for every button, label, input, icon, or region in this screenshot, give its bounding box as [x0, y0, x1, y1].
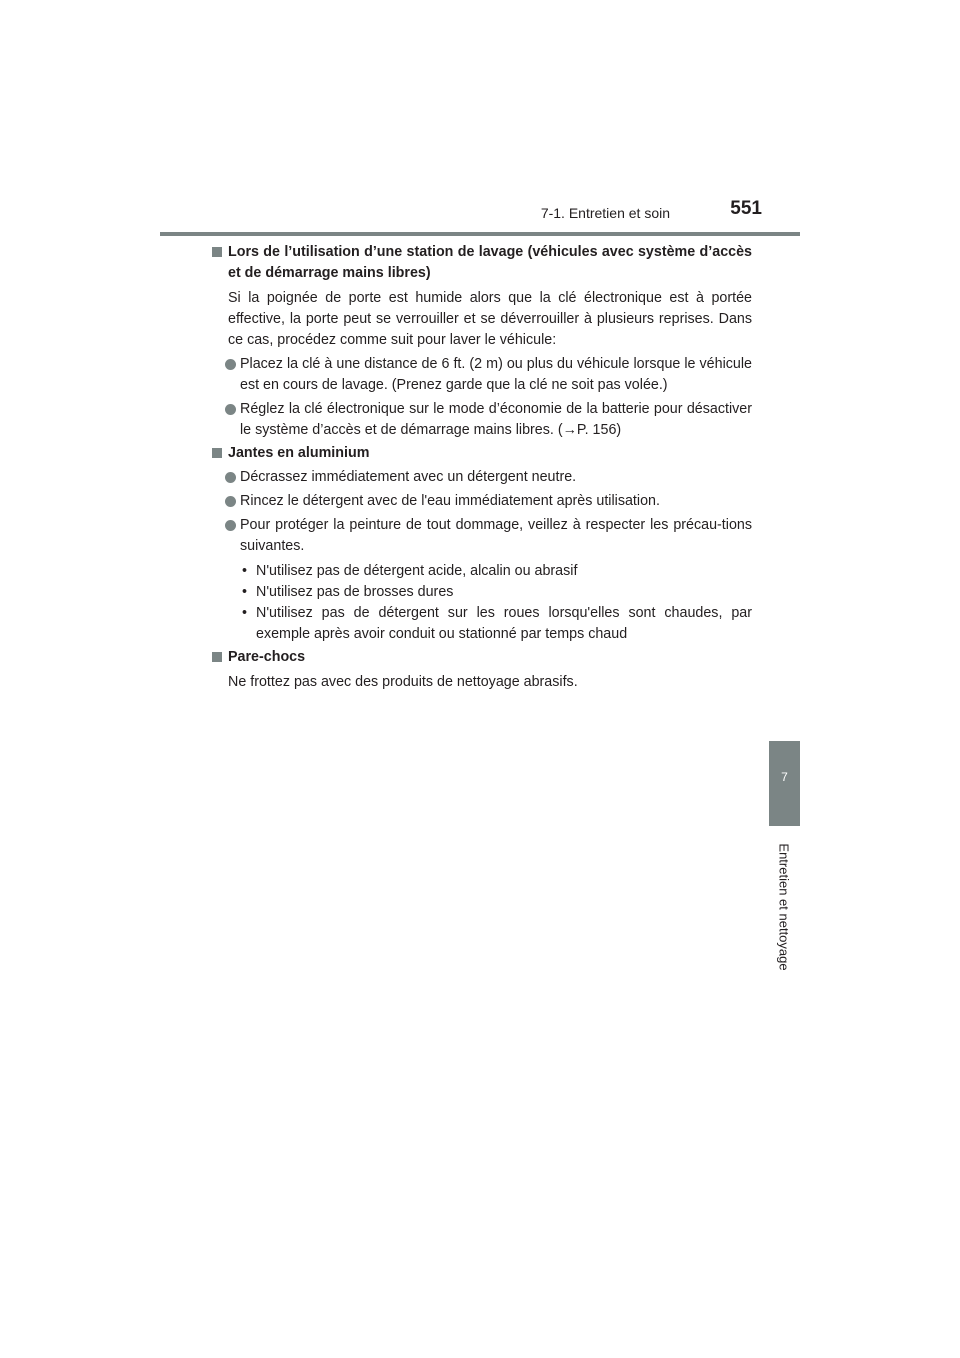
chapter-title: Entretien et nettoyage: [776, 843, 792, 971]
paragraph: Si la poignée de porte est humide alors que la clé électronique est à portée effective, la porte peut se verrouiller et se déverrouiller à plusieurs reprises. Dans ce cas, procédez comme suit pour laver le véhicule:: [228, 290, 752, 348]
section-heading: Lors de l’utilisation d’une station de lavage (véhicules avec système d’accès et de démarrage mains libres): [212, 242, 752, 284]
bullet-item: Pour protéger la peinture de tout dommage, veillez à respecter les précau-tions suivantes.: [212, 515, 752, 557]
dot-marker-icon: •: [242, 605, 248, 621]
page-number: 551: [730, 198, 762, 219]
section-heading: Pare-chocs: [212, 647, 752, 668]
bullet-item: Réglez la clé électronique sur le mode d’économie de la batterie pour désactiver le système d’accès et de démarrage mains libres. (→P. 156): [212, 399, 752, 441]
sub-item: • N'utilisez pas de brosses dures: [212, 582, 752, 603]
bullet-item: Décrassez immédiatement avec un détergent neutre.: [212, 467, 752, 488]
dot-marker-icon: •: [242, 584, 248, 600]
section-title: 7-1. Entretien et soin: [540, 205, 670, 221]
paragraph: Ne frottez pas avec des produits de nettoyage abrasifs.: [228, 674, 578, 690]
section-heading: Jantes en aluminium: [212, 443, 752, 464]
page-content: [212, 240, 752, 693]
square-bullet-icon: [212, 247, 222, 257]
circle-bullet-icon: [225, 404, 236, 415]
square-bullet-icon: [212, 448, 222, 458]
circle-bullet-icon: [225, 520, 236, 531]
circle-bullet-icon: [225, 496, 236, 507]
bullet-item: Placez la clé à une distance de 6 ft. (2 m) ou plus du véhicule lorsque le véhicule est en cours de lavage. (Prenez garde que la clé ne soit pas volée.): [212, 354, 752, 396]
square-bullet-icon: [212, 652, 222, 662]
bullet-item: Rincez le détergent avec de l'eau immédiatement après utilisation.: [212, 491, 752, 512]
circle-bullet-icon: [225, 359, 236, 370]
header-rule: [160, 232, 800, 236]
sub-item: • N'utilisez pas de détergent acide, alcalin ou abrasif: [212, 561, 752, 582]
sub-item: • N'utilisez pas de détergent sur les roues lorsqu'elles sont chaudes, par exemple après avoir conduit ou stationné par temps chaud: [242, 605, 752, 642]
dot-marker-icon: •: [242, 563, 248, 579]
chapter-number: 7: [781, 770, 788, 784]
circle-bullet-icon: [225, 472, 236, 483]
